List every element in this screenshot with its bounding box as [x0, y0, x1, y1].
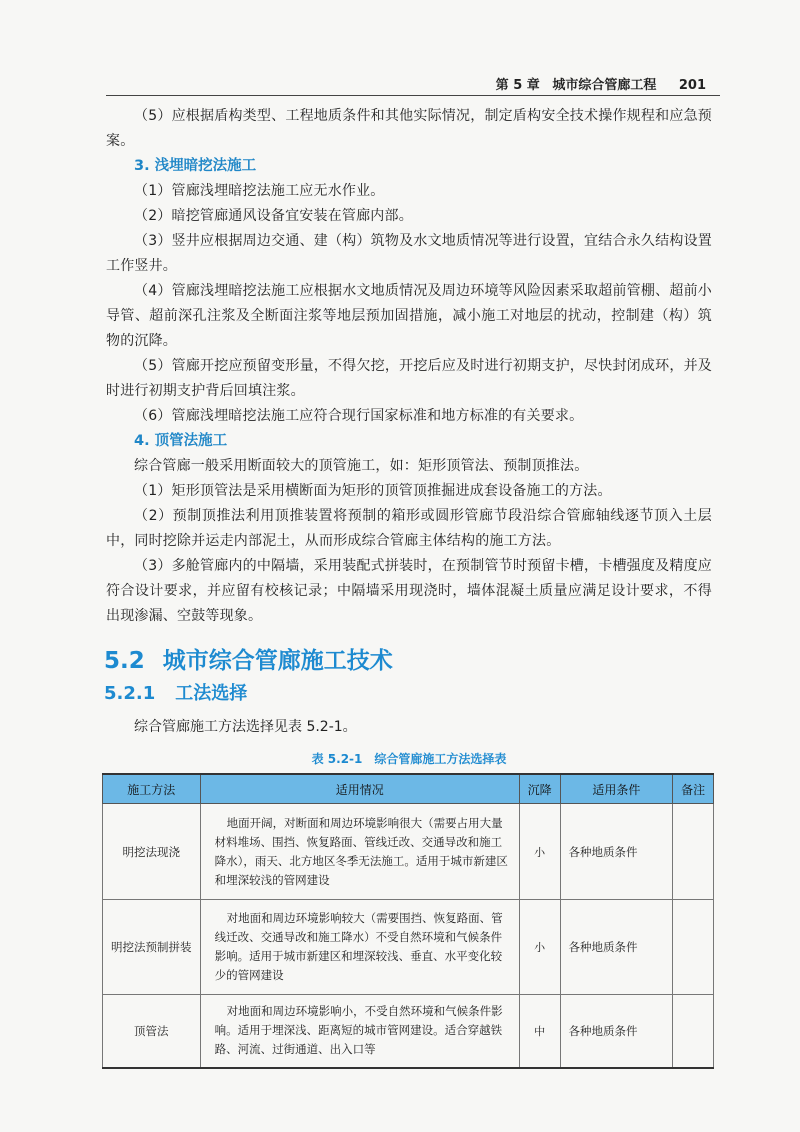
cell-settlement: 小 [519, 900, 560, 995]
paragraph: （3）竖井应根据周边交通、建（构）筑物及水文地质情况等进行设置，宜结合永久结构设置工作竖井。 [106, 233, 712, 274]
cell-note [673, 900, 714, 995]
paragraph: （3）多舱管廊内的中隔墙，采用装配式拼装时，在预制管节时预留卡槽，卡槽强度及精度应符合设计要求，并应留有校核记录；中隔墙采用现浇时，墙体混凝土质量应满足设计要求，不得出现渗漏、空鼓等现象。 [106, 558, 712, 624]
subsection-number: 5.2.1 [104, 683, 156, 704]
cell-condition: 各种地质条件 [560, 804, 673, 900]
paragraph: （2）暗挖管廊通风设备宜安装在管廊内部。 [134, 208, 413, 224]
cell-note [673, 804, 714, 900]
paragraph: （5）管廊开挖应预留变形量，不得欠挖，开挖后应及时进行初期支护，尽快封闭成环，并及时进行初期支护背后回填注浆。 [106, 358, 712, 399]
paragraph: （5）应根据盾构类型、工程地质条件和其他实际情况，制定盾构安全技术操作规程和应急预案。 [106, 108, 712, 149]
subsection-heading [104, 679, 712, 709]
header-note: 备注 [673, 774, 714, 804]
chapter-label: 第 5 章 [495, 78, 540, 93]
cell-condition: 各种地质条件 [560, 995, 673, 1068]
header-method: 施工方法 [103, 774, 201, 804]
subheading: 4. 顶管法施工 [134, 433, 228, 449]
cell-scope: 对地面和周边环境影响小，不受自然环境和气候条件影响。适用于埋深浅、距离短的城市管网建设。适合穿越铁路、河流、过街通道、出入口等 [200, 995, 519, 1068]
subheading: 3. 浅埋暗挖法施工 [134, 158, 257, 174]
cell-settlement: 小 [519, 804, 560, 900]
table-row [103, 995, 714, 1068]
paragraph: 综合管廊一般采用断面较大的顶管施工，如：矩形顶管法、预制顶推法。 [134, 458, 589, 474]
section-number: 5.2 [104, 648, 145, 674]
cell-method: 明挖法预制拼装 [103, 900, 201, 995]
header-condition: 适用条件 [560, 774, 673, 804]
subsection-title: 工法选择 [175, 683, 248, 704]
table-row [103, 900, 714, 995]
page-body [106, 104, 712, 770]
paragraph: （1）矩形顶管法是采用横断面为矩形的顶管顶推掘进成套设备施工的方法。 [134, 483, 612, 499]
table-row [103, 804, 714, 900]
section-heading [104, 643, 712, 679]
construction-method-table [102, 773, 714, 1069]
table-header-row [103, 774, 714, 804]
table-intro: 综合管廊施工方法选择见表 5.2-1。 [134, 719, 357, 735]
paragraph: （2）预制顶推法利用顶推装置将预制的箱形或圆形管廊节段沿综合管廊轴线逐节顶入土层中，同时挖除并运走内部泥土，从而形成综合管廊主体结构的施工方法。 [106, 508, 712, 549]
table-caption: 表 5.2-1 综合管廊施工方法选择表 [311, 752, 507, 766]
paragraph: （6）管廊浅埋暗挖法施工应符合现行国家标准和地方标准的有关要求。 [134, 408, 584, 424]
cell-scope: 地面开阔，对断面和周边环境影响很大（需要占用大量材料堆场、围挡、恢复路面、管线迁改、交通导改和施工降水），雨天、北方地区冬季无法施工。适用于城市新建区和埋深较浅的管网建设 [200, 804, 519, 900]
section-title: 城市综合管廊施工技术 [162, 648, 393, 674]
paragraph: （1）管廊浅埋暗挖法施工应无水作业。 [134, 183, 385, 199]
cell-scope: 对地面和周边环境影响较大（需要围挡、恢复路面、管线迁改、交通导改和施工降水）不受自然环境和气候条件影响。适用于城市新建区和埋深较浅、垂直、水平变化较少的管网建设 [200, 900, 519, 995]
cell-note [673, 995, 714, 1068]
cell-condition: 各种地质条件 [560, 900, 673, 995]
paragraph: （4）管廊浅埋暗挖法施工应根据水文地质情况及周边环境等风险因素采取超前管棚、超前小导管、超前深孔注浆及全断面注浆等地层预加固措施，减小施工对地层的扰动，控制建（构）筑物的沉降。 [106, 283, 712, 349]
running-header [496, 74, 706, 93]
header-settlement: 沉降 [519, 774, 560, 804]
cell-settlement: 中 [519, 995, 560, 1068]
header-rule [106, 95, 720, 96]
page-number: 201 [678, 78, 706, 93]
header-scope: 适用情况 [200, 774, 519, 804]
chapter-title: 城市综合管廊工程 [552, 78, 657, 93]
cell-method: 明挖法现浇 [103, 804, 201, 900]
cell-method: 顶管法 [103, 995, 201, 1068]
